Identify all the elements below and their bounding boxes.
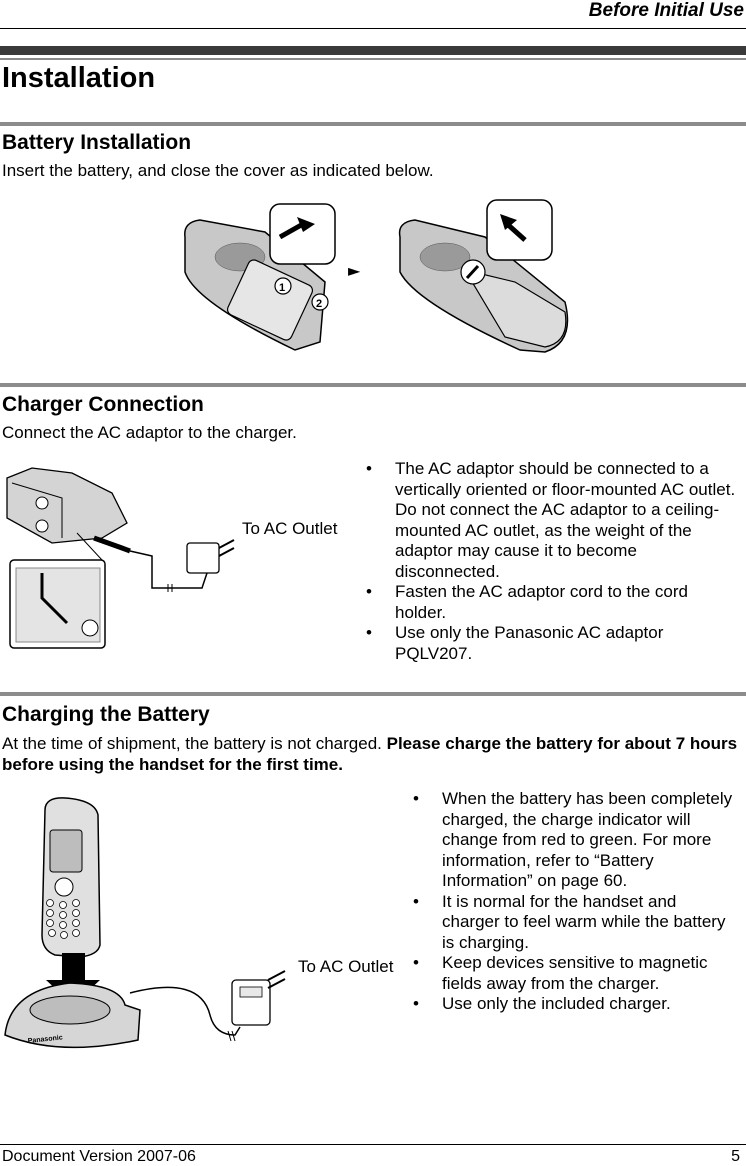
header-rule <box>0 28 746 29</box>
list-item <box>413 994 736 1015</box>
charging-outlet-label: To AC Outlet <box>298 957 394 976</box>
bullet-marker: • <box>413 789 419 808</box>
step-1-marker: 1 <box>279 282 286 294</box>
charging-note-text: Use only the included charger. <box>442 994 671 1013</box>
step-2-marker: 2 <box>316 298 323 310</box>
charger-note-text: Use only the Panasonic AC adaptor PQLV207. <box>395 623 664 663</box>
charging-intro-emphasis: Please charge the battery for about 7 hours before using the handset for the first time. <box>2 734 738 774</box>
charger-outlet-label: To AC Outlet <box>242 519 338 538</box>
charger-intro: Connect the AC adaptor to the charger. <box>2 423 297 442</box>
charger-section-title: Charger Connection <box>2 393 204 416</box>
charger-note-text: Fasten the AC adaptor cord to the cord holder. <box>395 582 688 622</box>
list-item <box>413 892 736 954</box>
battery-installation-illustration <box>175 192 575 357</box>
list-item <box>366 582 742 623</box>
charging-note-text: Keep devices sensitive to magnetic fields away from the charger. <box>442 953 708 993</box>
charger-notes <box>366 459 742 664</box>
brand-logo: Panasonic <box>27 1034 64 1045</box>
section-rule <box>0 692 746 696</box>
section-rule <box>0 122 746 126</box>
section-rule <box>0 383 746 387</box>
charging-notes <box>413 789 736 1015</box>
handset-closed-illustration <box>400 200 568 352</box>
charging-intro <box>2 733 742 775</box>
list-item <box>366 623 742 664</box>
bullet-marker: • <box>366 623 372 642</box>
charging-illustration <box>0 795 300 1060</box>
handset-illustration <box>42 798 100 957</box>
charging-note-text: It is normal for the handset and charger to feel warm while the battery is charging. <box>442 891 726 952</box>
list-item <box>413 953 736 994</box>
bullet-marker: • <box>413 891 419 911</box>
charging-intro-plain: At the time of shipment, the battery is not charged. <box>2 734 382 753</box>
title-bar-underline <box>0 58 746 60</box>
title-bar <box>0 46 746 55</box>
bullet-marker: • <box>366 459 372 478</box>
page-title: Installation <box>2 62 156 94</box>
bullet-marker: • <box>413 953 419 972</box>
next-step-arrow: ► <box>348 261 361 280</box>
bullet-marker: • <box>413 994 419 1013</box>
battery-intro: Insert the battery, and close the cover as indicated below. <box>2 161 434 180</box>
page-number: 5 <box>731 1148 740 1165</box>
charger-base-illustration <box>5 983 140 1047</box>
bullet-marker: • <box>366 582 372 601</box>
battery-section-title: Battery Installation <box>2 131 192 154</box>
charging-section-title: Charging the Battery <box>2 703 210 726</box>
charging-note-text: When the battery has been completely charged, the charge indicator will change from red to green. For more information, refer to “Battery Information” on page 60. <box>442 789 733 890</box>
document-version: Document Version 2007-06 <box>2 1148 196 1165</box>
handset-open-illustration <box>185 204 335 350</box>
running-header: Before Initial Use <box>588 0 744 21</box>
list-item <box>413 789 736 892</box>
footer-rule <box>0 1144 746 1145</box>
list-item <box>366 459 742 582</box>
charger-note-text: The AC adaptor should be connected to a vertically oriented or floor-mounted AC outlet. Do not connect the AC adaptor to a ceiling-mounted AC outlet, as the weight of the adaptor may cause it to become disconnected. <box>395 459 736 581</box>
charger-connection-illustration <box>2 448 242 653</box>
